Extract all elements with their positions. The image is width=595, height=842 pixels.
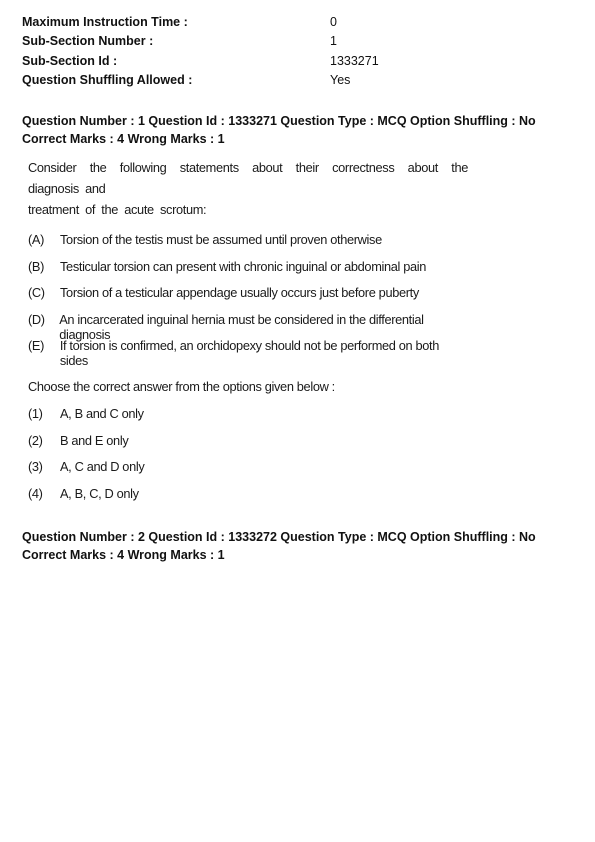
answer-option-1[interactable] xyxy=(28,406,468,433)
option-text: A, B, C, D only xyxy=(60,485,139,501)
stem-line-1: Consider the following statements about their correctness about the diagnosis and xyxy=(28,160,468,196)
meta-row-max-instruction-time xyxy=(22,12,442,32)
option-text: A, C and D only xyxy=(60,459,145,475)
stem-line-2: treatment of the acute scrotum: xyxy=(28,202,207,217)
statement-label: (D) xyxy=(28,311,45,327)
meta-value: Yes xyxy=(330,73,351,88)
question-2-header-line2: Correct Marks : 4 Wrong Marks : 1 xyxy=(22,548,225,562)
statement-c xyxy=(28,285,468,312)
statement-label: (B) xyxy=(28,258,45,274)
statement-text: Testicular torsion can present with chronic inguinal or abdominal pain xyxy=(60,258,427,274)
statement-text: An incarcerated inguinal hernia must be considered in the differential diagnosis xyxy=(59,311,424,342)
meta-value: 1333271 xyxy=(330,53,379,68)
option-label: (1) xyxy=(28,405,43,421)
meta-value: 0 xyxy=(330,14,337,29)
meta-row-sub-section-number xyxy=(22,32,442,52)
question-1-header xyxy=(22,112,536,148)
option-text: B and E only xyxy=(60,432,129,448)
statement-e xyxy=(28,338,468,369)
option-label: (3) xyxy=(28,459,43,475)
question-1-header-line2: Correct Marks : 4 Wrong Marks : 1 xyxy=(22,132,225,146)
section-meta-table xyxy=(22,12,442,90)
statement-text: Torsion of the testis must be assumed until proven otherwise xyxy=(60,232,382,247)
question-2-header xyxy=(22,528,536,564)
statement-label: (A) xyxy=(28,232,45,247)
question-1-body xyxy=(28,157,468,512)
statement-d xyxy=(28,311,468,342)
option-text: A, B and C only xyxy=(60,405,144,421)
option-label: (2) xyxy=(28,432,43,448)
statement-text: If torsion is confirmed, an orchidopexy should not be performed on both sides xyxy=(59,338,440,369)
question-1-header-line1: Question Number : 1 Question Id : 1333271 Question Type : MCQ Option Shuffling : No xyxy=(22,114,536,128)
answer-option-4[interactable] xyxy=(28,486,468,513)
answer-option-2[interactable] xyxy=(28,433,468,460)
statement-label: (C) xyxy=(28,285,45,301)
meta-value: 1 xyxy=(330,34,337,49)
meta-label: Question Shuffling Allowed : xyxy=(22,73,193,88)
choose-instruction: Choose the correct answer from the options given below : xyxy=(28,378,335,394)
question-2-header-line1: Question Number : 2 Question Id : 1333272 Question Type : MCQ Option Shuffling : No xyxy=(22,530,536,544)
meta-row-sub-section-id xyxy=(22,51,442,71)
statement-text: Torsion of a testicular appendage usually occurs just before puberty xyxy=(60,285,419,301)
meta-label: Sub-Section Number : xyxy=(22,34,154,49)
statement-label: (E) xyxy=(28,338,45,354)
answer-option-3[interactable] xyxy=(28,459,468,486)
meta-row-question-shuffling xyxy=(22,71,442,91)
statement-a xyxy=(28,232,468,259)
option-label: (4) xyxy=(28,485,43,501)
question-1-stem xyxy=(28,157,468,220)
meta-label: Sub-Section Id : xyxy=(22,53,118,68)
statement-b xyxy=(28,259,468,286)
meta-label: Maximum Instruction Time : xyxy=(22,14,188,29)
